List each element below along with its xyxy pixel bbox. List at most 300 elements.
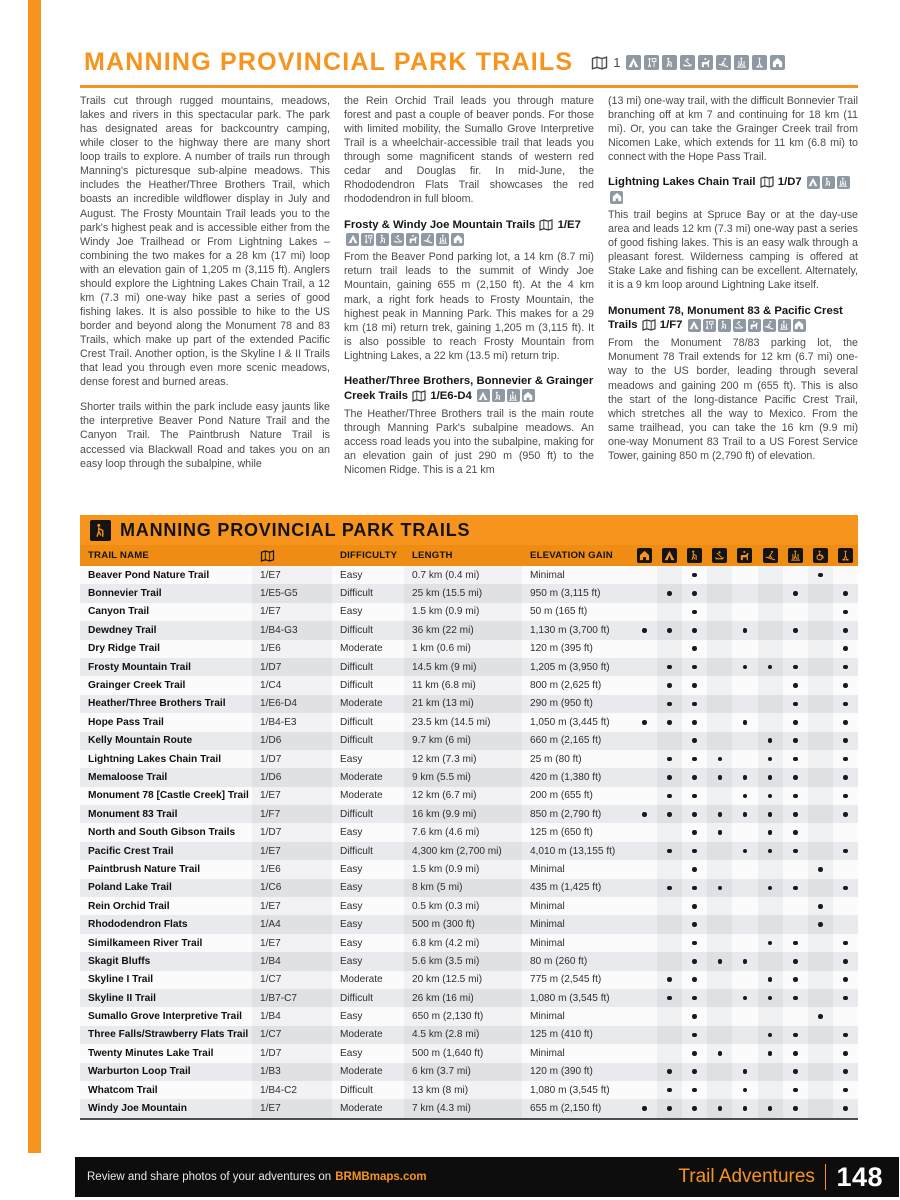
activity-cell-camping: [657, 934, 682, 952]
activity-dots: [632, 603, 858, 621]
trail-name-cell: Pacific Crest Trail: [88, 845, 174, 857]
activity-cell-paddling: [707, 768, 732, 786]
activity-dot: [667, 849, 672, 854]
activity-dot: [843, 794, 848, 799]
trail-section-heading: [608, 304, 858, 334]
activity-cell-hut: [632, 787, 657, 805]
body-paragraph: Trails cut through rugged mountains, meadows, lakes and rivers in this spectacular park. The park has designated areas for backcountry camping, while closer to the highway there are many short loop trails to explore. A number of trails run through Manning's picturesque sub-alpine meadows. This includes the Heather/Three Brothers Trail, which boasts an incredible wildflower display in July and August. The Frosty Mountain Trail leads you to the park's highest peak and is accessible either from the Windy Joe Trailhead or From Lightning Lakes – combining the two makes for a 28 km (17 mi) loop with an elevation gain of 1,205 m (3,115 ft). Anglers should explore the Lightning Lakes Chain Trail, a 12 km (7.3 mi) one-way hike past a series of good fishing lakes. It is also possible to hike to the US border and beyond along the Monument 78 and 83 Trails, which make up part of the extended Pacific Crest Trail. Another option, is the Skyline I & II Trails that lead you through even more scenic meadows, dense forest and burned areas.: [80, 95, 330, 389]
paddling-icon: [391, 233, 404, 246]
activity-col-header-xc-skiing: [783, 545, 808, 566]
trail-name-cell: Whatcom Trail: [88, 1084, 158, 1096]
activity-cell-horseback: [732, 989, 757, 1007]
trail-name-cell: Skyline II Trail: [88, 992, 156, 1004]
activity-cell-camping: [657, 842, 682, 860]
activity-dot: [718, 775, 723, 780]
trail-name-cell: Kelly Mountain Route: [88, 735, 193, 747]
hiking-icon: [718, 319, 731, 332]
hiking-icon: [662, 55, 677, 70]
activity-dot: [793, 794, 798, 799]
elevation-gain-cell: 200 m (655 ft): [530, 790, 593, 802]
table-header-row: [80, 545, 858, 566]
activity-cell-wheelchair: [808, 805, 833, 823]
activity-cell-wheelchair: [808, 787, 833, 805]
map-ref-cell: 1/C7: [252, 971, 332, 989]
activity-cell-snowshoeing: [833, 989, 858, 1007]
activity-cell-skiing: [758, 1081, 783, 1099]
map-book-number: 1: [613, 55, 621, 70]
activity-cell-hut: [632, 713, 657, 731]
table-row: [80, 768, 858, 786]
activity-dot: [768, 775, 773, 780]
brmbmaps-link[interactable]: BRMBmaps.com: [335, 1171, 427, 1183]
activity-dot: [718, 830, 723, 835]
activity-cell-horseback: [732, 897, 757, 915]
activity-cell-hiking: [682, 640, 707, 658]
activity-cell-camping: [657, 787, 682, 805]
activity-cell-horseback: [732, 1007, 757, 1025]
activity-dot: [843, 702, 848, 707]
trail-section-heading: [608, 175, 858, 205]
section-title: Monument 78, Monument 83 & Pacific Crest Trails: [608, 304, 843, 332]
activity-cell-paddling: [707, 971, 732, 989]
activity-dot: [667, 977, 672, 982]
activity-cell-hiking: [682, 879, 707, 897]
activity-cell-wheelchair: [808, 676, 833, 694]
activity-dot: [718, 757, 723, 762]
activity-cell-snowshoeing: [833, 584, 858, 602]
activity-cell-skiing: [758, 621, 783, 639]
table-row: [80, 805, 858, 823]
activity-cell-camping: [657, 584, 682, 602]
activity-dot: [843, 1033, 848, 1038]
table-banner: [80, 515, 858, 545]
activity-cell-horseback: [732, 1044, 757, 1062]
activity-dot: [743, 720, 748, 725]
activity-dot: [793, 1033, 798, 1038]
activity-cell-skiing: [758, 584, 783, 602]
activity-dots: [632, 860, 858, 878]
activity-dot: [768, 738, 773, 743]
activity-dot: [843, 720, 848, 725]
activity-cell-snowshoeing: [833, 768, 858, 786]
trail-name-cell: Similkameen River Trail: [88, 937, 203, 949]
map-ref-cell: 1/E5-G5: [252, 584, 332, 602]
activity-cell-camping: [657, 732, 682, 750]
activity-cell-skiing: [758, 1007, 783, 1025]
elevation-gain-cell: 4,010 m (13,155 ft): [530, 845, 616, 857]
table-row: [80, 823, 858, 841]
table-activity-headers: [632, 545, 858, 566]
map-ref-cell: 1/D6: [252, 768, 332, 786]
activity-cell-hut: [632, 842, 657, 860]
activity-cell-hut: [632, 989, 657, 1007]
activity-dot: [793, 941, 798, 946]
activity-cell-paddling: [707, 566, 732, 584]
activity-cell-paddling: [707, 603, 732, 621]
table-row: [80, 915, 858, 933]
length-cell: 5.6 km (3.5 mi): [404, 952, 522, 970]
activity-cell-hut: [632, 1099, 657, 1117]
activity-cell-hiking: [682, 1026, 707, 1044]
left-accent-stripe: [28, 0, 41, 1153]
activity-dot: [843, 1069, 848, 1074]
body-paragraph: From the Monument 78/83 parking lot, the Monument 78 Trail extends for 12 km (6.7 mi) one-way to the US border, leading through several meadows and gaining 200 m (655 ft). This is also the start of the long-distance Pacific Crest Trail, which stretches all the way to Mexico. From the same trailhead, you can take the 16 km (9.9 mi) one-way Monument 83 Trail to a US Forest Service Tower, gaining 850 m (2,790 ft) of elevation.: [608, 337, 858, 462]
length-cell: 500 m (300 ft): [404, 915, 522, 933]
activity-cell-snowshoeing: [833, 640, 858, 658]
table-row: [80, 971, 858, 989]
trail-name-cell: Poland Lake Trail: [88, 882, 172, 894]
trail-name-cell: Rhododendron Flats: [88, 919, 188, 931]
activity-cell-paddling: [707, 695, 732, 713]
activity-cell-snowshoeing: [833, 750, 858, 768]
activity-cell-skiing: [758, 713, 783, 731]
activity-cell-paddling: [707, 934, 732, 952]
activity-dots: [632, 1099, 858, 1117]
activity-cell-xc-skiing: [783, 952, 808, 970]
map-icon: [539, 219, 553, 231]
activity-cell-camping: [657, 971, 682, 989]
hiking-icon: [376, 233, 389, 246]
activity-dot: [692, 591, 697, 596]
trail-name-cell: Skagit Bluffs: [88, 955, 151, 967]
activity-dot: [667, 794, 672, 799]
activity-cell-hut: [632, 750, 657, 768]
table-row: [80, 787, 858, 805]
activity-dot: [667, 591, 672, 596]
activity-cell-skiing: [758, 971, 783, 989]
activity-cell-xc-skiing: [783, 1026, 808, 1044]
activity-cell-wheelchair: [808, 584, 833, 602]
activity-cell-wheelchair: [808, 566, 833, 584]
map-ref-cell: 1/E7: [252, 934, 332, 952]
body-paragraph: From the Beaver Pond parking lot, a 14 km (8.7 mi) return trail leads to the summit of Windy Joe Mountain, gaining 655 m (2,150 ft). At the 4 km mark, a right fork heads to Frosty Mountain, the highest peak in Manning Park. This makes for a 29 km (18 mi) return trek, gaining 1,205 m (3,115 ft). It is also possible to reach Frosty Mountain from Lightning Lakes, a 22 km (13.5 mi) return trip.: [344, 251, 594, 362]
activity-cell-hut: [632, 952, 657, 970]
length-cell: 650 m (2,130 ft): [404, 1007, 522, 1025]
activity-dot: [667, 1088, 672, 1093]
hut-icon: [793, 319, 806, 332]
activity-col-header-horseback: [732, 545, 757, 566]
activity-cell-wheelchair: [808, 823, 833, 841]
activity-cell-hiking: [682, 1081, 707, 1099]
activity-cell-skiing: [758, 768, 783, 786]
activity-dot: [642, 720, 647, 725]
elevation-gain-cell: 435 m (1,425 ft): [530, 882, 602, 894]
activity-dot: [768, 1033, 773, 1038]
activity-dots: [632, 787, 858, 805]
difficulty-cell: Difficult: [340, 624, 373, 636]
elevation-gain-cell: 660 m (2,165 ft): [530, 735, 602, 747]
activity-dot: [843, 849, 848, 854]
activity-dots: [632, 695, 858, 713]
map-ref-cell: 1/E6: [252, 860, 332, 878]
activity-cell-hiking: [682, 1044, 707, 1062]
map-ref-cell: 1/B4-C2: [252, 1081, 332, 1099]
activity-dot: [692, 1088, 697, 1093]
activity-cell-paddling: [707, 1063, 732, 1081]
elevation-gain-cell: 120 m (395 ft): [530, 643, 593, 655]
activity-dot: [692, 996, 697, 1001]
activity-dots: [632, 621, 858, 639]
activity-cell-xc-skiing: [783, 621, 808, 639]
activity-cell-wheelchair: [808, 1063, 833, 1081]
difficulty-cell: Easy: [340, 1047, 363, 1059]
activity-cell-paddling: [707, 1099, 732, 1117]
elevation-gain-cell: Minimal: [530, 1047, 565, 1059]
activity-dot: [793, 683, 798, 688]
camping-icon: [346, 233, 359, 246]
activity-dot: [843, 1106, 848, 1111]
activity-dot: [743, 1106, 748, 1111]
activity-dot: [692, 1051, 697, 1056]
activity-cell-xc-skiing: [783, 805, 808, 823]
map-ref-cell: 1/E7: [252, 842, 332, 860]
length-cell: 25 km (15.5 mi): [404, 584, 522, 602]
activity-cell-hut: [632, 971, 657, 989]
activity-cell-hut: [632, 860, 657, 878]
activity-cell-wheelchair: [808, 640, 833, 658]
activity-cell-hiking: [682, 695, 707, 713]
activity-dot: [793, 830, 798, 835]
difficulty-cell: Easy: [340, 827, 363, 839]
activity-dot: [667, 996, 672, 1001]
activity-dot: [743, 794, 748, 799]
length-cell: 1 km (0.6 mi): [404, 640, 522, 658]
trail-name-cell: Bonnevier Trail: [88, 588, 162, 600]
trail-name-cell: Hope Pass Trail: [88, 716, 164, 728]
xc-skiing-icon: [436, 233, 449, 246]
col-header-elevation: ELEVATION GAIN: [530, 550, 613, 561]
activity-cell-camping: [657, 823, 682, 841]
activity-cell-xc-skiing: [783, 897, 808, 915]
table-body: [80, 566, 858, 1120]
activity-cell-hiking: [682, 934, 707, 952]
difficulty-cell: Difficult: [340, 845, 373, 857]
elevation-gain-cell: Minimal: [530, 1011, 565, 1023]
activity-dot: [743, 1069, 748, 1074]
activity-cell-hiking: [682, 566, 707, 584]
activity-cell-hut: [632, 732, 657, 750]
trail-name-cell: Frosty Mountain Trail: [88, 661, 192, 673]
trail-name-cell: Memaloose Trail: [88, 771, 168, 783]
activity-dot: [667, 775, 672, 780]
elevation-gain-cell: 120 m (390 ft): [530, 1066, 593, 1078]
trail-name-cell: Grainger Creek Trail: [88, 680, 186, 692]
length-cell: 14.5 km (9 mi): [404, 658, 522, 676]
activity-dot: [818, 867, 823, 872]
activity-cell-xc-skiing: [783, 915, 808, 933]
activity-cell-horseback: [732, 1026, 757, 1044]
activity-cell-paddling: [707, 879, 732, 897]
activity-cell-paddling: [707, 842, 732, 860]
activity-cell-hut: [632, 934, 657, 952]
activity-cell-xc-skiing: [783, 732, 808, 750]
activity-dot: [743, 628, 748, 633]
activity-dot: [793, 849, 798, 854]
map-icon: [760, 176, 774, 188]
activity-col-header-hut: [632, 545, 657, 566]
trail-name-cell: Lightning Lakes Chain Trail: [88, 753, 222, 765]
activity-cell-xc-skiing: [783, 823, 808, 841]
length-cell: 21 km (13 mi): [404, 695, 522, 713]
activity-dot: [718, 1106, 723, 1111]
activity-cell-paddling: [707, 676, 732, 694]
camping-icon: [626, 55, 641, 70]
activity-dot: [692, 904, 697, 909]
activity-dot: [843, 738, 848, 743]
activity-dot: [692, 922, 697, 927]
elevation-gain-cell: 850 m (2,790 ft): [530, 808, 602, 820]
difficulty-cell: Easy: [340, 606, 363, 618]
activity-cell-skiing: [758, 1044, 783, 1062]
elevation-gain-cell: Minimal: [530, 919, 565, 931]
trail-name-cell: Monument 83 Trail: [88, 808, 178, 820]
activity-dot: [793, 628, 798, 633]
horseback-icon: [698, 55, 713, 70]
length-cell: 36 km (22 mi): [404, 621, 522, 639]
map-reference: 1/D7: [774, 176, 805, 189]
skiing-icon: [421, 233, 434, 246]
table-row: [80, 989, 858, 1007]
activity-cell-snowshoeing: [833, 695, 858, 713]
activity-dots: [632, 971, 858, 989]
activity-cell-snowshoeing: [833, 787, 858, 805]
map-reference: 1/F7: [656, 319, 686, 332]
length-cell: 4,300 km (2,700 mi): [404, 842, 522, 860]
table-row: [80, 750, 858, 768]
activity-cell-paddling: [707, 1007, 732, 1025]
activity-cell-camping: [657, 713, 682, 731]
activity-cell-hut: [632, 768, 657, 786]
length-cell: 13 km (8 mi): [404, 1081, 522, 1099]
activity-dots: [632, 640, 858, 658]
activity-cell-snowshoeing: [833, 971, 858, 989]
header-rule: [80, 85, 858, 88]
activity-dot: [692, 867, 697, 872]
length-cell: 9.7 km (6 mi): [404, 732, 522, 750]
activity-dot: [692, 812, 697, 817]
activity-cell-wheelchair: [808, 658, 833, 676]
col-header-map: [252, 545, 332, 566]
activity-dot: [843, 646, 848, 651]
trail-name-cell: Windy Joe Mountain: [88, 1103, 187, 1115]
length-cell: 0.7 km (0.4 mi): [404, 566, 522, 584]
activity-cell-camping: [657, 750, 682, 768]
snowshoeing-icon: [752, 55, 767, 70]
activity-dots: [632, 1044, 858, 1062]
section-name: Trail Adventures: [678, 1166, 815, 1187]
activity-dot: [768, 794, 773, 799]
page-header: [84, 48, 858, 77]
activity-cell-hut: [632, 897, 657, 915]
activity-cell-snowshoeing: [833, 621, 858, 639]
map-ref-cell: 1/B7-C7: [252, 989, 332, 1007]
activity-cell-hiking: [682, 971, 707, 989]
activity-cell-horseback: [732, 952, 757, 970]
activity-dot: [768, 996, 773, 1001]
activity-cell-hiking: [682, 750, 707, 768]
body-paragraph: the Rein Orchid Trail leads you through mature forest and past a couple of beaver ponds. For those with limited mobility, the Sumallo Grove Interpretive Trail is a wheelchair-accessible trail that leads you through some magnificent stands of western red cedar and Douglas fir. In mid-June, the Rhododendron Flats Trail showcases the red rhododendron in full bloom.: [344, 95, 594, 206]
difficulty-cell: Moderate: [340, 790, 383, 802]
length-cell: 500 m (1,640 ft): [404, 1044, 522, 1062]
activity-col-header-hiking: [682, 545, 707, 566]
activity-cell-horseback: [732, 915, 757, 933]
activity-dots: [632, 566, 858, 584]
activity-dots: [632, 732, 858, 750]
activity-cell-camping: [657, 860, 682, 878]
activity-dot: [843, 886, 848, 891]
activity-cell-hut: [632, 566, 657, 584]
activity-dot: [743, 1088, 748, 1093]
horseback-icon: [748, 319, 761, 332]
activity-cell-skiing: [758, 1026, 783, 1044]
elevation-gain-cell: 1,205 m (3,950 ft): [530, 661, 610, 673]
activity-col-header-snowshoeing: [833, 545, 858, 566]
difficulty-cell: Easy: [340, 919, 363, 931]
activity-cell-wheelchair: [808, 1026, 833, 1044]
activity-cell-hut: [632, 1026, 657, 1044]
col-header-difficulty: DIFFICULTY: [340, 550, 398, 561]
activity-dot: [818, 1014, 823, 1019]
map-ref-cell: 1/E7: [252, 566, 332, 584]
activity-dots: [632, 805, 858, 823]
xc-skiing-icon: [788, 548, 803, 563]
activity-dot: [667, 628, 672, 633]
activity-cell-paddling: [707, 1044, 732, 1062]
table-row: [80, 732, 858, 750]
activity-cell-snowshoeing: [833, 1081, 858, 1099]
activity-cell-horseback: [732, 658, 757, 676]
activity-cell-xc-skiing: [783, 971, 808, 989]
difficulty-cell: Difficult: [340, 992, 373, 1004]
difficulty-cell: Moderate: [340, 1066, 383, 1078]
activity-dot: [718, 959, 723, 964]
difficulty-cell: Easy: [340, 753, 363, 765]
activity-cell-skiing: [758, 658, 783, 676]
difficulty-cell: Easy: [340, 937, 363, 949]
activity-cell-skiing: [758, 1063, 783, 1081]
activity-dot: [843, 941, 848, 946]
elevation-gain-cell: 655 m (2,150 ft): [530, 1103, 602, 1115]
activity-cell-snowshoeing: [833, 1026, 858, 1044]
activity-dot: [743, 996, 748, 1001]
activity-cell-camping: [657, 676, 682, 694]
activity-cell-horseback: [732, 566, 757, 584]
activity-cell-horseback: [732, 787, 757, 805]
map-ref-cell: 1/A4: [252, 915, 332, 933]
table-row: [80, 1063, 858, 1081]
hiking-icon: [687, 548, 702, 563]
activity-dot: [768, 941, 773, 946]
activity-dot: [793, 812, 798, 817]
activity-dot: [793, 702, 798, 707]
activity-cell-skiing: [758, 897, 783, 915]
map-ref-cell: 1/B4: [252, 952, 332, 970]
length-cell: 1.5 km (0.9 mi): [404, 860, 522, 878]
activity-col-header-camping: [657, 545, 682, 566]
activity-dot: [793, 1088, 798, 1093]
activity-cell-camping: [657, 879, 682, 897]
difficulty-cell: Moderate: [340, 643, 383, 655]
activity-cell-paddling: [707, 621, 732, 639]
activity-cell-hut: [632, 915, 657, 933]
activity-dot: [667, 812, 672, 817]
activity-cell-xc-skiing: [783, 750, 808, 768]
table-row: [80, 1026, 858, 1044]
table-row: [80, 952, 858, 970]
activity-cell-skiing: [758, 676, 783, 694]
map-ref-cell: 1/C4: [252, 676, 332, 694]
activity-cell-hiking: [682, 584, 707, 602]
